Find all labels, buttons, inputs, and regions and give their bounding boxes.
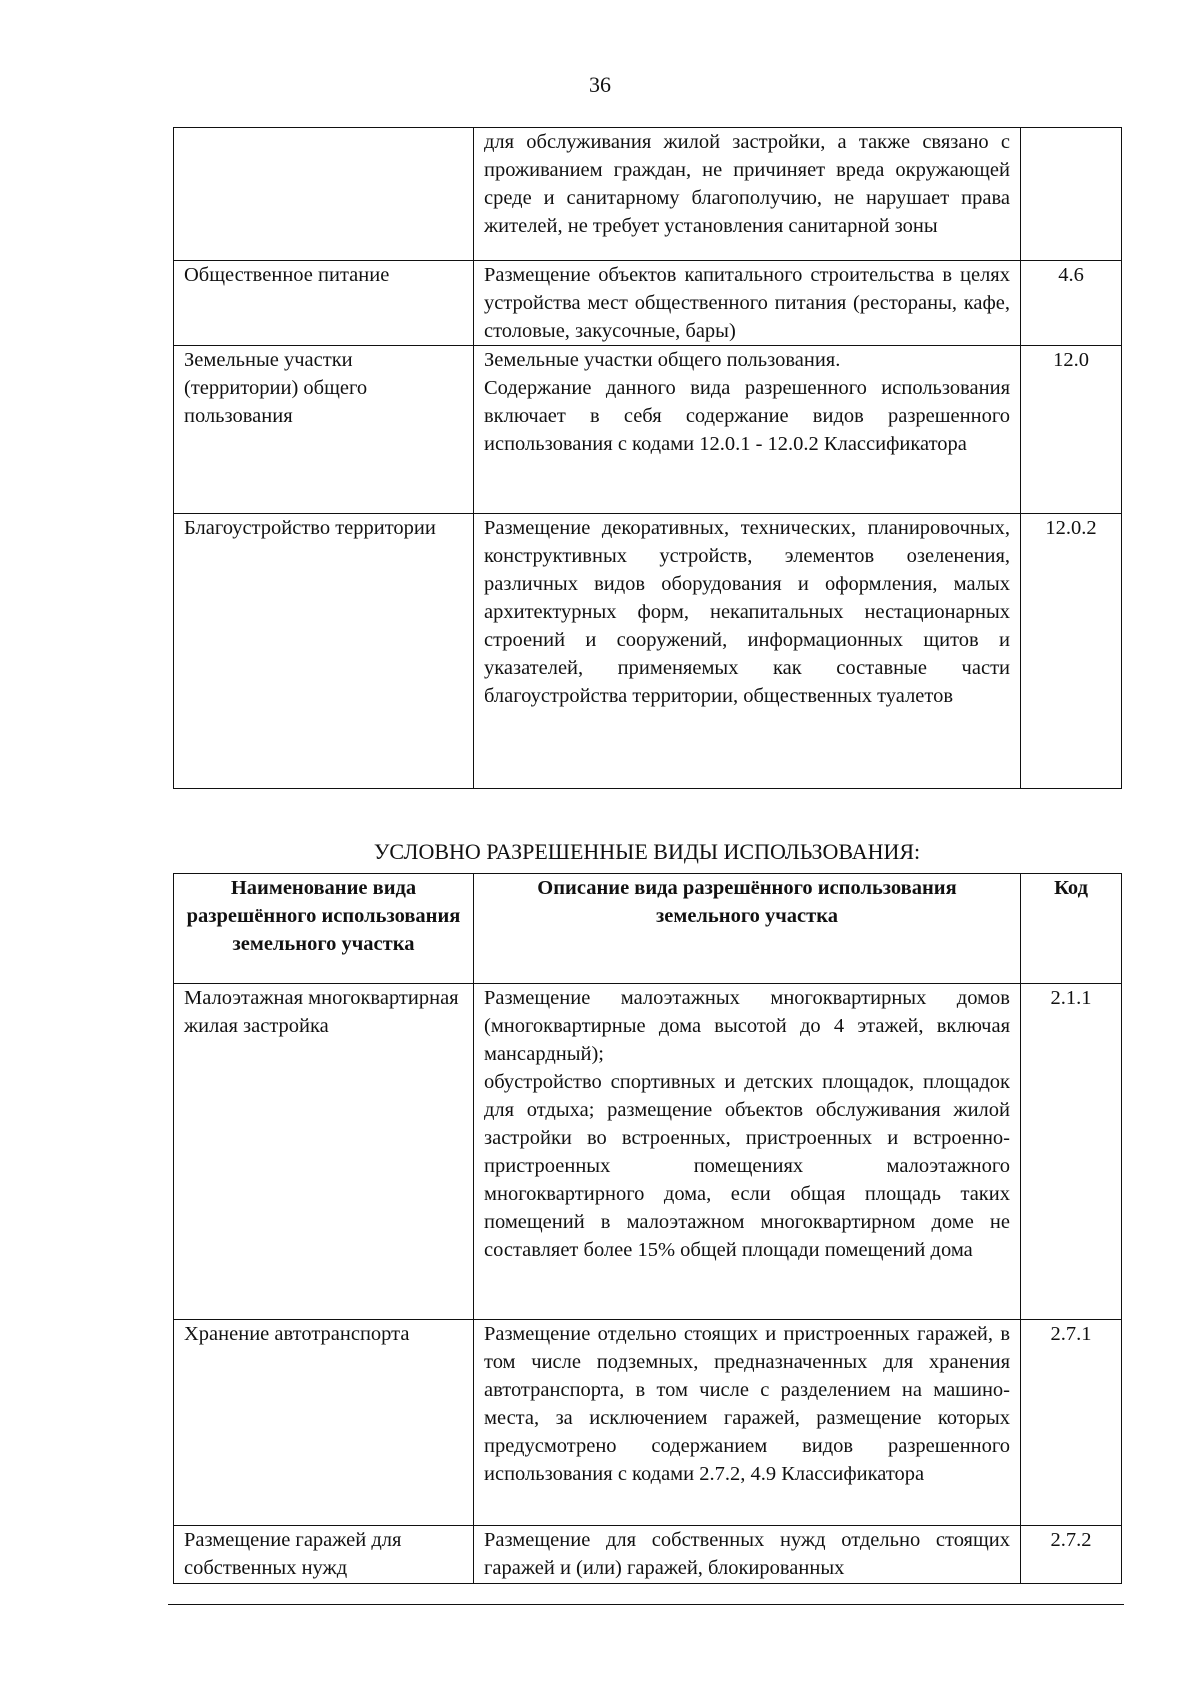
use-name-cell: Общественное питание	[174, 261, 474, 346]
use-description-cell	[474, 128, 1021, 261]
use-name-cell: Размещение гаражей для собственных нужд	[174, 1526, 474, 1584]
header-code: Код	[1021, 874, 1122, 984]
use-description-cell	[474, 346, 1021, 514]
header-name: Наименование вида разрешённого использования земельного участка	[174, 874, 474, 984]
description-paragraph: Размещение отдельно стоящих и пристроенных гаражей, в том числе подземных, предназначенных для хранения автотранспорта, в том числе с разделением на машино-места, за исключением гаражей, размещение которых предусмотрено содержанием видов разрешенного использования с кодами 2.7.2, 4.9 Классификатора	[484, 1323, 1010, 1485]
page-number: 36	[589, 72, 611, 97]
description-paragraph: обустройство спортивных и детских площадок, площадок для отдыха; размещение объектов обслуживания жилой застройки во встроенных, пристроенных и встроенно-пристроенных помещениях малоэтажного многоквартирного дома, если общая площадь таких помещений в малоэтажном многоквартирном доме не составляет более 15% общей площади помещений дома	[484, 1071, 1010, 1261]
description-paragraph: Размещение объектов капитального строительства в целях устройства мест общественного питания (рестораны, кафе, столовые, закусочные, бары)	[484, 264, 1010, 342]
use-name-cell: Земельные участки (территории) общего пользования	[174, 346, 474, 514]
use-code-cell: 4.6	[1021, 261, 1122, 346]
use-name-cell: Малоэтажная многоквартирная жилая застройка	[174, 984, 474, 1320]
use-description-cell	[474, 984, 1021, 1320]
use-code-cell: 2.1.1	[1021, 984, 1122, 1320]
description-paragraph: Размещение декоративных, технических, планировочных, конструктивных устройств, элементов озеленения, различных видов оборудования и оформления, малых архитектурных форм, некапитальных нестационарных строений и сооружений, информационных щитов и указателей, применяемых как составные части благоустройства территории, общественных туалетов	[484, 517, 1010, 707]
use-code-cell	[1021, 128, 1122, 261]
conditional-uses-table	[173, 873, 1122, 1584]
use-code-cell: 12.0.2	[1021, 514, 1122, 789]
permitted-uses-table	[173, 127, 1122, 789]
table-row	[174, 128, 1122, 261]
description-paragraph: для обслуживания жилой застройки, а также связано с проживанием граждан, не причиняет вреда окружающей среде и санитарному благополучию, не нарушает права жителей, не требует установления санитарной зоны	[484, 131, 1010, 237]
use-description-cell	[474, 514, 1021, 789]
table-row	[174, 346, 1122, 514]
description-paragraph: Содержание данного вида разрешенного использования включает в себя содержание видов разрешенного использования с кодами 12.0.1 - 12.0.2 Классификатора	[484, 377, 1010, 455]
table-header-row	[174, 874, 1122, 984]
description-paragraph: Размещение малоэтажных многоквартирных домов (многоквартирные дома высотой до 4 этажей, включая мансардный);	[484, 987, 1010, 1065]
table-row	[174, 1320, 1122, 1526]
header-description: Описание вида разрешённого использования земельного участка	[474, 874, 1021, 984]
description-paragraph: Земельные участки общего пользования.	[484, 349, 841, 371]
use-description-cell	[474, 261, 1021, 346]
description-paragraph: Размещение для собственных нужд отдельно стоящих гаражей и (или) гаражей, блокированных	[484, 1529, 1010, 1579]
use-name-cell: Хранение автотранспорта	[174, 1320, 474, 1526]
use-name-cell	[174, 128, 474, 261]
section-title: УСЛОВНО РАЗРЕШЕННЫЕ ВИДЫ ИСПОЛЬЗОВАНИЯ:	[373, 839, 921, 864]
table-row	[174, 261, 1122, 346]
use-code-cell: 2.7.2	[1021, 1526, 1122, 1584]
use-code-cell: 2.7.1	[1021, 1320, 1122, 1526]
use-description-cell	[474, 1526, 1021, 1584]
table-row	[174, 1526, 1122, 1584]
use-name-cell: Благоустройство территории	[174, 514, 474, 789]
use-code-cell: 12.0	[1021, 346, 1122, 514]
table-row	[174, 514, 1122, 789]
table-row	[174, 984, 1122, 1320]
footer-rule	[168, 1604, 1124, 1605]
use-description-cell	[474, 1320, 1021, 1526]
